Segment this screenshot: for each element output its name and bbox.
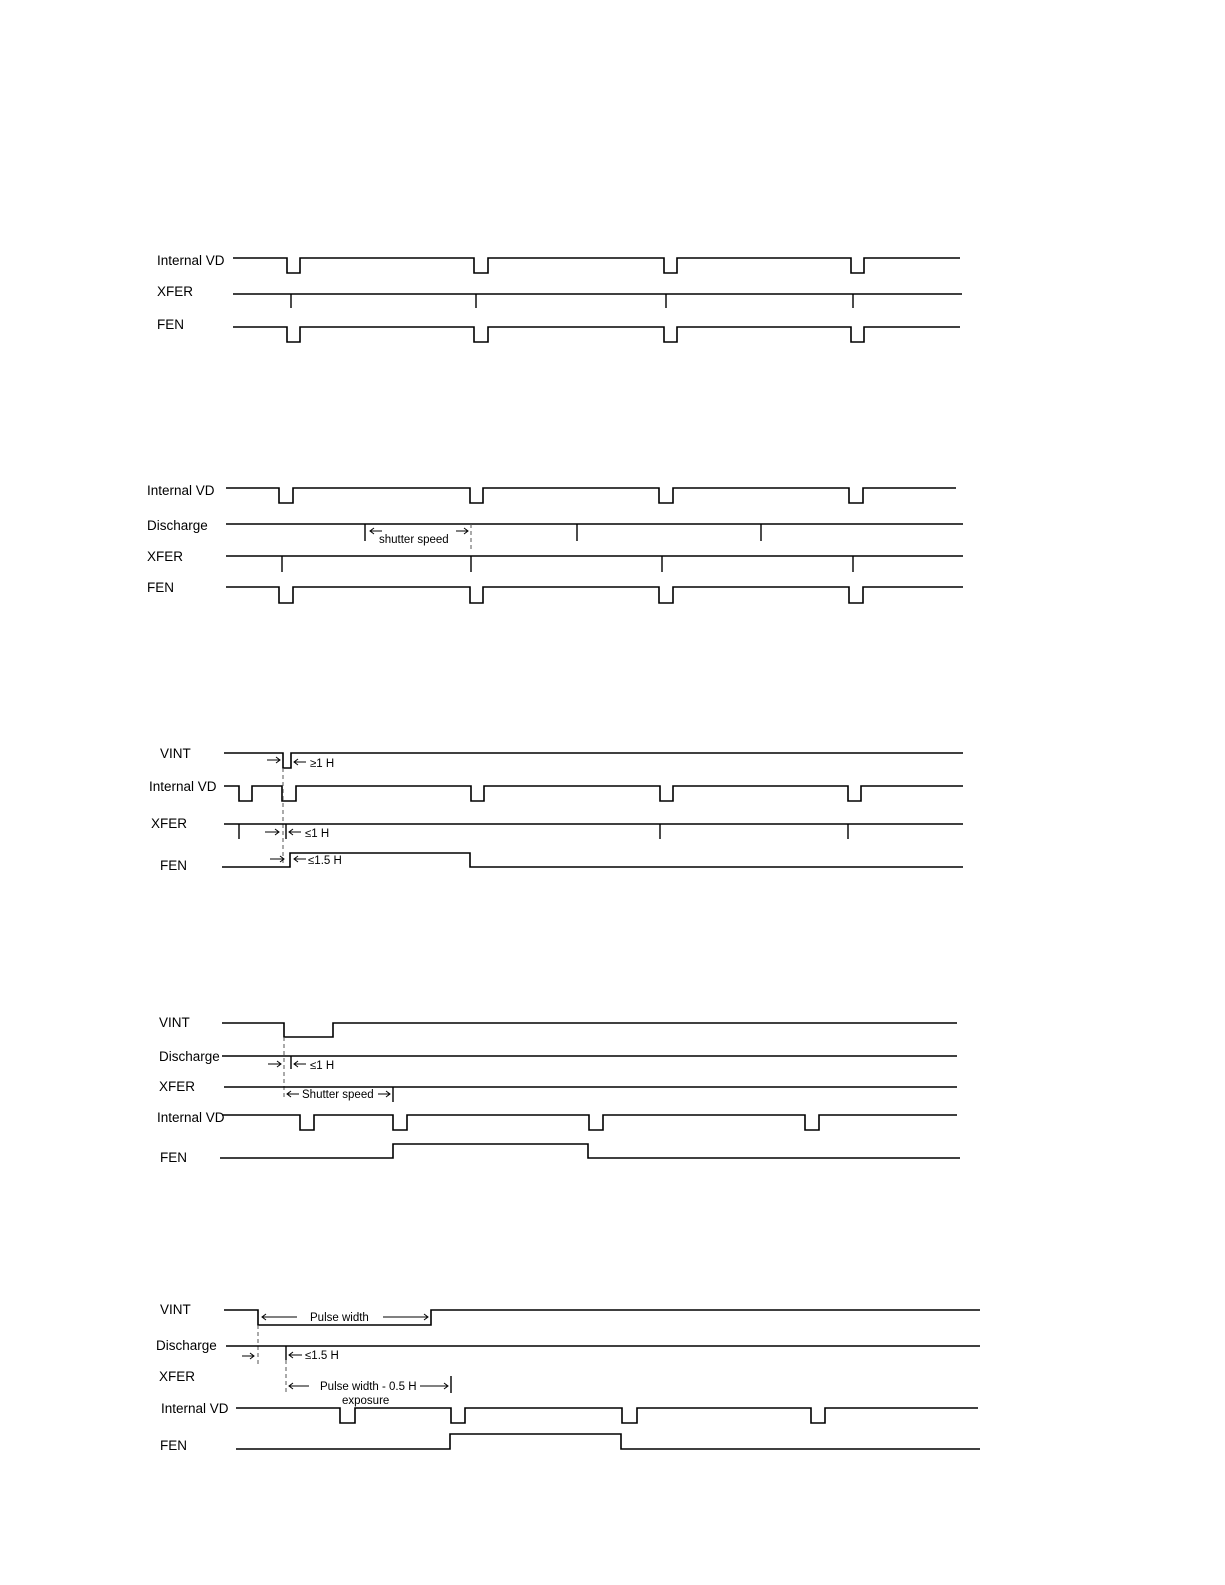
xfer-pulse-ticks [282, 556, 853, 572]
xfer-pulse-ticks [291, 294, 853, 308]
timing-diagram-3 [149, 746, 963, 873]
waveform-fen [220, 1144, 960, 1158]
timing-diagram-5 [156, 1302, 980, 1453]
signal-label-vint: VINT [160, 1302, 191, 1317]
signal-label-fen: FEN [157, 317, 184, 332]
signal-label-xfer: XFER [159, 1079, 196, 1094]
waveform-internal-vd [222, 1115, 957, 1130]
timing-diagram-1 [157, 253, 962, 342]
signal-label-internal-vd: Internal VD [157, 253, 225, 268]
signal-label-xfer: XFER [147, 549, 184, 564]
signal-label-fen: FEN [147, 580, 174, 595]
signal-label-internal-vd: Internal VD [157, 1110, 225, 1125]
shutter-speed-label: Shutter speed [302, 1089, 374, 1101]
discharge-max-arrows [242, 1352, 302, 1359]
shutter-speed-label: shutter speed [379, 534, 449, 546]
signal-label-internal-vd: Internal VD [147, 483, 215, 498]
waveform-internal-vd [236, 1408, 978, 1423]
signal-label-fen: FEN [160, 858, 187, 873]
xfer-max-label: ≤1 H [305, 828, 330, 840]
signal-label-internal-vd: Internal VD [149, 779, 217, 794]
signal-label-vint: VINT [160, 746, 191, 761]
waveform-internal-vd [224, 786, 963, 801]
fen-max-label: ≤1.5 H [308, 855, 342, 867]
waveform-vint [224, 753, 963, 768]
vint-min-arrows [267, 757, 306, 765]
discharge-max-label: ≤1 H [310, 1060, 335, 1072]
pulse-width-label: Pulse width [310, 1312, 369, 1324]
waveform-fen [233, 327, 960, 342]
signal-label-fen: FEN [160, 1438, 187, 1453]
waveform-fen [226, 587, 963, 603]
waveform-vint [222, 1023, 957, 1037]
exposure-length-label: Pulse width - 0.5 H [320, 1381, 417, 1393]
signal-label-xfer: XFER [159, 1369, 196, 1384]
exposure-label: exposure [342, 1395, 390, 1407]
signal-label-discharge: Discharge [159, 1049, 220, 1064]
signal-label-vint: VINT [159, 1015, 190, 1030]
vint-min-label: ≥1 H [310, 758, 335, 770]
timing-diagram-2 [147, 483, 963, 603]
signal-label-discharge: Discharge [156, 1338, 217, 1353]
signal-label-xfer: XFER [157, 284, 194, 299]
discharge-max-label: ≤1.5 H [305, 1350, 339, 1362]
signal-label-internal-vd: Internal VD [161, 1401, 229, 1416]
xfer-pulse-ticks [239, 824, 848, 839]
waveform-internal-vd [233, 258, 960, 273]
signal-label-fen: FEN [160, 1150, 187, 1165]
signal-label-xfer: XFER [151, 816, 188, 831]
fen-max-arrows [270, 856, 306, 862]
timing-diagram-4 [157, 1015, 960, 1165]
waveform-internal-vd [226, 488, 956, 503]
signal-label-discharge: Discharge [147, 518, 208, 533]
waveform-fen [236, 1434, 980, 1449]
discharge-max-arrows [268, 1061, 306, 1067]
